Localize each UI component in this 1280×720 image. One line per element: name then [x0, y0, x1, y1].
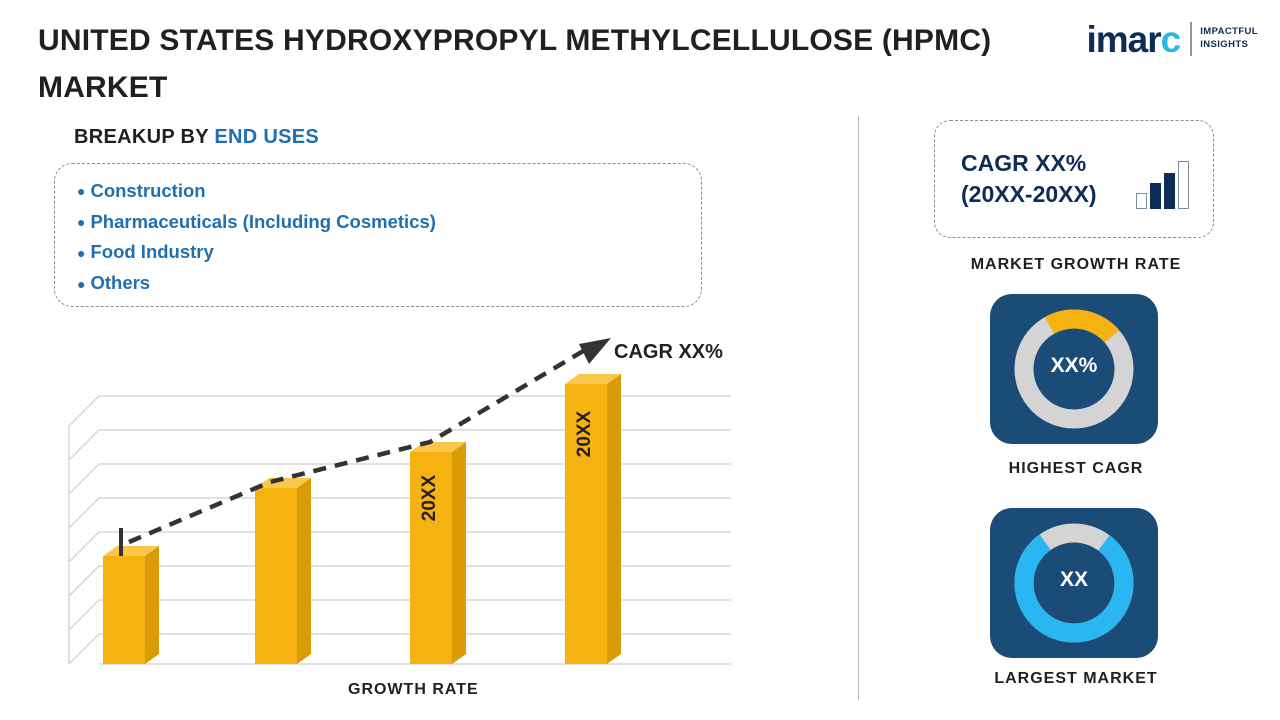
column-divider: [858, 116, 859, 700]
market-growth-rate-box: [934, 120, 1214, 238]
logo-wordmark: [1086, 18, 1181, 60]
list-item: [77, 268, 701, 299]
logo-divider: [1190, 22, 1192, 56]
chart-bar-label-3: 20XX: [419, 474, 440, 522]
logo-tagline-line1: IMPACTFUL: [1200, 26, 1258, 38]
imarc-logo: [1086, 18, 1258, 60]
chart-bar-label-4: 20XX: [574, 410, 595, 458]
highest-cagr-tile: [990, 294, 1158, 444]
chart-gridlines: [69, 396, 731, 664]
list-item-label: Others: [90, 272, 151, 294]
largest-market-tile: [990, 508, 1158, 658]
growth-cagr-line: CAGR XX%: [961, 150, 1087, 177]
logo-word-accent: c: [1160, 18, 1181, 60]
list-item: [77, 207, 701, 238]
chart-xlabel: GROWTH RATE: [348, 681, 479, 698]
chart-svg: [55, 330, 745, 680]
largest-market-value: XX: [1059, 568, 1088, 591]
breakup-heading: [74, 126, 319, 149]
page-title: UNITED STATES HYDROXYPROPYL METHYLCELLULOSE (HPMC) MARKET: [38, 24, 992, 104]
bullet-icon: ●: [77, 214, 86, 231]
list-item-label: Pharmaceuticals (Including Cosmetics): [90, 210, 436, 232]
market-growth-rate-caption: MARKET GROWTH RATE: [970, 256, 1182, 273]
logo-tagline-line2: INSIGHTS: [1200, 39, 1249, 50]
bullet-icon: ●: [77, 244, 86, 261]
growth-period-line: (20XX-20XX): [961, 181, 1097, 207]
logo-word-main: imar: [1086, 18, 1161, 60]
bar-chart-icon-bar-3: [1164, 173, 1175, 209]
bar-chart-icon: [1136, 161, 1189, 209]
largest-market-caption: LARGEST MARKET: [994, 670, 1158, 687]
bullet-icon: ●: [77, 275, 86, 292]
highest-cagr-caption: HIGHEST CAGR: [1008, 460, 1144, 477]
growth-rate-chart: [55, 330, 745, 680]
bar-chart-icon-bar-2: [1150, 183, 1161, 209]
highest-cagr-value: XX%: [1050, 354, 1098, 377]
chart-trend-line: [121, 338, 611, 556]
list-item-label: Food Industry: [90, 241, 214, 263]
logo-tagline: [1200, 26, 1258, 52]
bullet-icon: ●: [77, 183, 86, 200]
chart-trend-label: CAGR XX%: [614, 341, 723, 363]
end-uses-list: [54, 163, 702, 307]
list-item: [77, 237, 701, 268]
list-item-label: Construction: [90, 180, 206, 201]
chart-bar-2: [255, 478, 311, 664]
bar-chart-icon-bar-1: [1136, 193, 1147, 209]
breakup-heading-accent: END USES: [214, 126, 320, 148]
bar-chart-icon-bar-4: [1178, 161, 1189, 209]
list-item: [77, 176, 701, 207]
market-growth-rate-text: [961, 148, 1097, 209]
breakup-heading-prefix: BREAKUP BY: [74, 126, 215, 148]
chart-bar-1: [103, 546, 159, 664]
